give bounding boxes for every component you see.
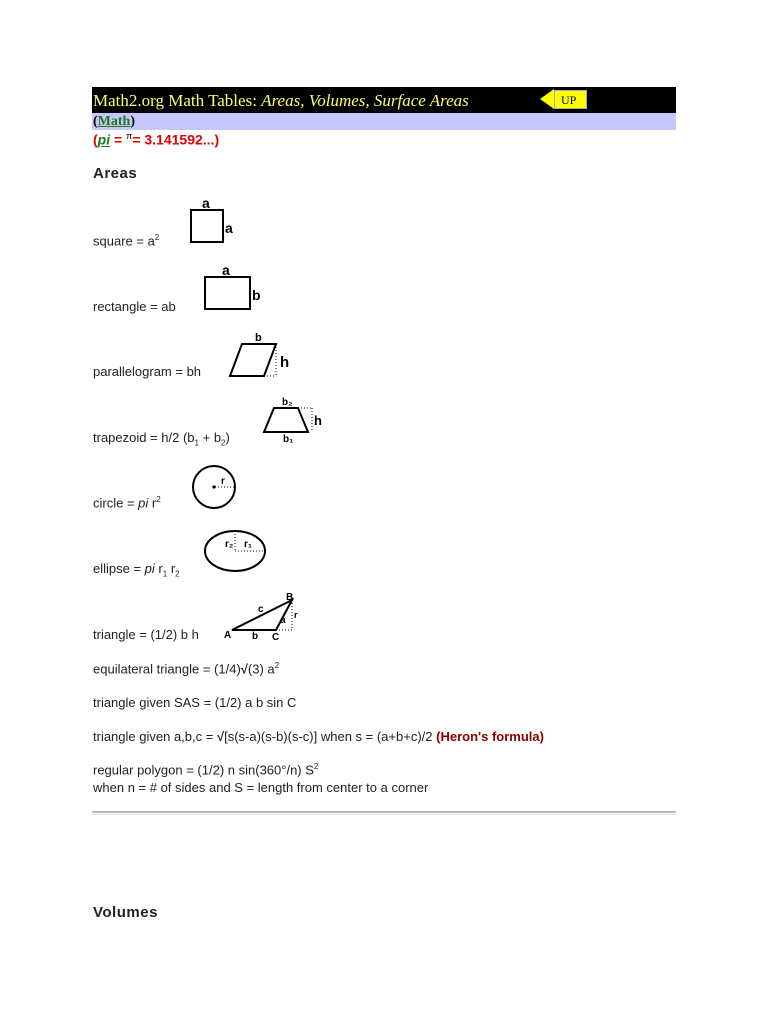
trapezoid-diagram	[260, 394, 330, 446]
trapezoid-sub1: 1	[194, 438, 199, 448]
circle-pi: pi	[138, 495, 149, 511]
square-sup: 2	[154, 233, 160, 242]
polygon-note: when n = # of sides and S = length from center to a corner	[93, 780, 429, 795]
sqrt-icon: √	[240, 661, 248, 677]
ellipse-sub1: 1	[162, 569, 168, 579]
polygon-text-a: regular polygon = (1/2) n sin(360°/n) S	[93, 762, 314, 778]
title-prefix: Math2.org Math Tables	[93, 91, 253, 110]
heron-label: (Heron's formula)	[436, 729, 544, 744]
ellipse-label-r2: r₂	[225, 539, 234, 550]
volumes-heading: Volumes	[93, 904, 158, 921]
equilateral-text-a: equilateral triangle = (1/4)	[93, 661, 241, 677]
trapezoid-text-c: )	[225, 430, 230, 445]
triangle-label-c: c	[258, 604, 264, 615]
triangle-label-a: a	[280, 615, 286, 626]
parallelogram-label-top: b	[255, 332, 262, 344]
equilateral-formula	[93, 661, 279, 676]
square-label-top: a	[202, 196, 210, 211]
pi-open: (	[93, 131, 98, 148]
heron-formula	[93, 729, 544, 744]
title-bar	[92, 87, 676, 113]
triangle-label-A: A	[224, 630, 232, 641]
triangle-label-B: B	[286, 592, 294, 603]
math-link[interactable]: Math	[97, 114, 131, 129]
polygon-sup: 2	[313, 762, 319, 771]
pi-eq: =	[110, 131, 127, 148]
title-italic: Areas, Volumes, Surface Areas	[261, 91, 469, 110]
pi-value: = 3.141592...)	[132, 131, 220, 148]
rectangle-label-side: b	[252, 287, 261, 303]
parallelogram-label-side: h	[280, 354, 290, 371]
square-formula	[93, 233, 159, 248]
circle-formula	[93, 495, 161, 510]
ellipse-pi: pi	[144, 561, 155, 576]
nav-bar	[92, 113, 676, 130]
circle-sup: 2	[156, 495, 161, 504]
trapezoid-label-side: h	[314, 413, 322, 428]
square-label-side: a	[225, 220, 233, 236]
equilateral-text-b: (3) a	[247, 661, 275, 677]
paren-close: )	[130, 114, 136, 129]
up-button[interactable]	[540, 89, 587, 109]
heron-text-a: triangle given a,b,c =	[93, 729, 217, 744]
ellipse-label-r1: r₁	[244, 539, 253, 550]
triangle-formula: triangle = (1/2) b h	[93, 627, 199, 642]
heron-text-b: [s(s-a)(s-b)(s-c)] when s = (a+b+c)/2	[224, 729, 437, 744]
page-title	[93, 91, 469, 111]
ellipse-diagram	[202, 528, 272, 578]
circle-diagram	[190, 463, 242, 511]
square-diagram	[186, 196, 246, 248]
rectangle-shape	[205, 277, 250, 309]
trapezoid-label-bottom: b₁	[283, 434, 294, 445]
left-arrow-icon	[540, 89, 554, 109]
trapezoid-text-b: + b	[199, 430, 222, 445]
paren-open: (	[93, 114, 98, 129]
trapezoid-shape	[264, 408, 308, 432]
ellipse-formula	[93, 561, 180, 579]
equilateral-sup: 2	[274, 661, 280, 670]
square-text: square = a	[93, 233, 155, 249]
breadcrumb	[93, 114, 135, 130]
ellipse-text-b: r	[154, 561, 163, 576]
triangle-label-b: b	[252, 631, 259, 642]
up-label: UP	[554, 90, 587, 109]
polygon-formula	[93, 762, 318, 777]
ellipse-text-c: r	[167, 561, 176, 576]
circle-text-b: r	[148, 495, 157, 511]
pi-symbol: π	[126, 131, 133, 141]
parallelogram-shape	[230, 344, 276, 376]
ellipse-text-a: ellipse =	[93, 561, 145, 576]
parallelogram-diagram	[226, 330, 298, 380]
circle-label-r: r	[221, 476, 225, 487]
circle-text-a: circle =	[93, 495, 139, 511]
trapezoid-text-a: trapezoid = h/2 (b	[93, 430, 195, 445]
triangle-diagram	[222, 590, 306, 642]
trapezoid-sub2: 2	[221, 438, 226, 448]
trapezoid-label-top: b₂	[282, 397, 293, 408]
rectangle-formula: rectangle = ab	[93, 299, 176, 314]
sqrt-icon: √	[216, 729, 225, 744]
areas-heading: Areas	[93, 165, 138, 182]
pi-link[interactable]: pi	[97, 131, 111, 148]
rectangle-diagram	[200, 262, 270, 314]
square-shape	[191, 210, 223, 242]
triangle-label-C: C	[272, 632, 280, 642]
ellipse-sub2: 2	[175, 569, 180, 579]
section-divider	[92, 811, 676, 815]
parallelogram-formula: parallelogram = bh	[93, 364, 202, 379]
sas-formula: triangle given SAS = (1/2) a b sin C	[93, 695, 297, 710]
pi-definition	[93, 131, 219, 148]
trapezoid-formula	[93, 430, 230, 448]
title-colon: :	[252, 91, 262, 110]
triangle-label-h: r	[294, 610, 298, 620]
rectangle-label-top: a	[222, 262, 230, 278]
